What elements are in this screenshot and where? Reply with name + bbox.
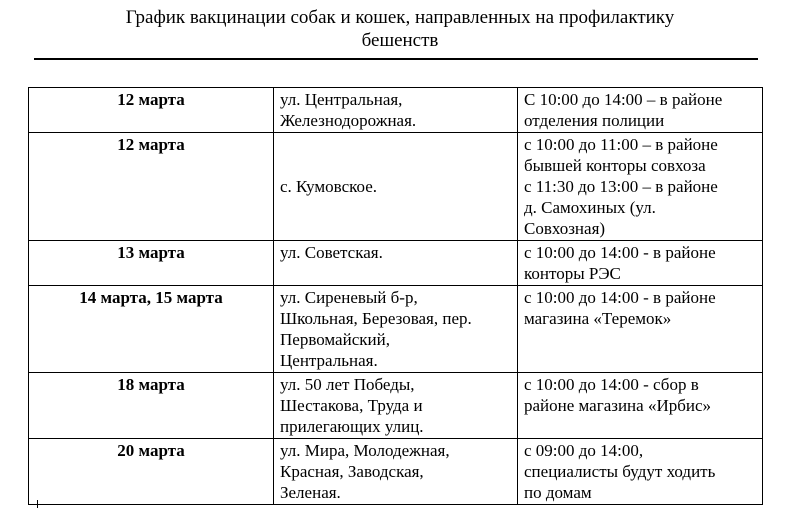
time-cell	[518, 88, 763, 133]
time-line: конторы РЭС	[524, 264, 621, 283]
streets-line: ул. Центральная,	[280, 90, 403, 109]
table-row	[29, 373, 763, 439]
time-line: по домам	[524, 483, 592, 502]
streets-cell	[274, 241, 518, 286]
streets-line: Зеленая.	[280, 483, 341, 502]
time-line: с 10:00 до 14:00 - в районе	[524, 288, 716, 307]
time-cell	[518, 439, 763, 505]
date-cell	[29, 373, 274, 439]
streets-cell	[274, 133, 518, 241]
streets-line: с. Кумовское.	[280, 177, 378, 196]
table-row	[29, 439, 763, 505]
time-line: специалисты будут ходить	[524, 462, 716, 481]
date-text: 20 марта	[117, 441, 185, 460]
time-line: с 10:00 до 11:00 – в районе	[524, 135, 718, 154]
title-underline	[34, 58, 758, 60]
streets-line: ул. Сиреневый б-р,	[280, 288, 418, 307]
time-cell	[518, 373, 763, 439]
streets-line: ул. 50 лет Победы,	[280, 375, 415, 394]
streets-line: Шестакова, Труда и	[280, 396, 423, 415]
time-line: с 10:00 до 14:00 - сбор в	[524, 375, 699, 394]
streets-line: прилегающих улиц.	[280, 417, 424, 436]
time-cell	[518, 133, 763, 241]
time-line: с 09:00 до 14:00,	[524, 441, 644, 460]
date-cell	[29, 241, 274, 286]
time-line: д. Самохиных (ул.	[524, 198, 656, 217]
streets-cell	[274, 439, 518, 505]
table-row	[29, 286, 763, 373]
streets-line: Школьная, Березовая, пер.	[280, 309, 472, 328]
streets-line: Центральная.	[280, 351, 378, 370]
streets-line: Красная, Заводская,	[280, 462, 424, 481]
time-line: с 10:00 до 14:00 - в районе	[524, 243, 716, 262]
time-cell	[518, 241, 763, 286]
date-cell	[29, 88, 274, 133]
date-cell	[29, 286, 274, 373]
date-text: 14 марта, 15 марта	[79, 288, 223, 307]
time-line: отделения полиции	[524, 111, 665, 130]
date-cell	[29, 439, 274, 505]
streets-line: ул. Мира, Молодежная,	[280, 441, 450, 460]
time-line: районе магазина «Ирбис»	[524, 396, 712, 415]
time-line: С 10:00 до 14:00 – в районе	[524, 90, 723, 109]
vaccination-schedule-table	[28, 87, 763, 505]
table-row	[29, 88, 763, 133]
streets-line: Железнодорожная.	[280, 111, 417, 130]
streets-cell	[274, 88, 518, 133]
streets-line: ул. Советская.	[280, 243, 383, 262]
date-text: 12 марта	[117, 135, 185, 154]
title-line-2: бешенств	[361, 30, 439, 51]
page-continuation-mark	[37, 500, 38, 508]
table-row	[29, 241, 763, 286]
date-cell	[29, 133, 274, 241]
streets-cell	[274, 373, 518, 439]
date-text: 12 марта	[117, 90, 185, 109]
table-row	[29, 133, 763, 241]
time-line: магазина «Теремок»	[524, 309, 672, 328]
time-cell	[518, 286, 763, 373]
title-line-1: График вакцинации собак и кошек, направленных на профилактику	[125, 7, 675, 28]
time-line: с 11:30 до 13:00 – в районе	[524, 177, 718, 196]
time-line: бывшей конторы совхоза	[524, 156, 706, 175]
date-text: 18 марта	[117, 375, 185, 394]
streets-cell	[274, 286, 518, 373]
date-text: 13 марта	[117, 243, 185, 262]
document-title	[40, 6, 760, 52]
streets-line: Первомайский,	[280, 330, 390, 349]
time-line: Совхозная)	[524, 219, 606, 238]
